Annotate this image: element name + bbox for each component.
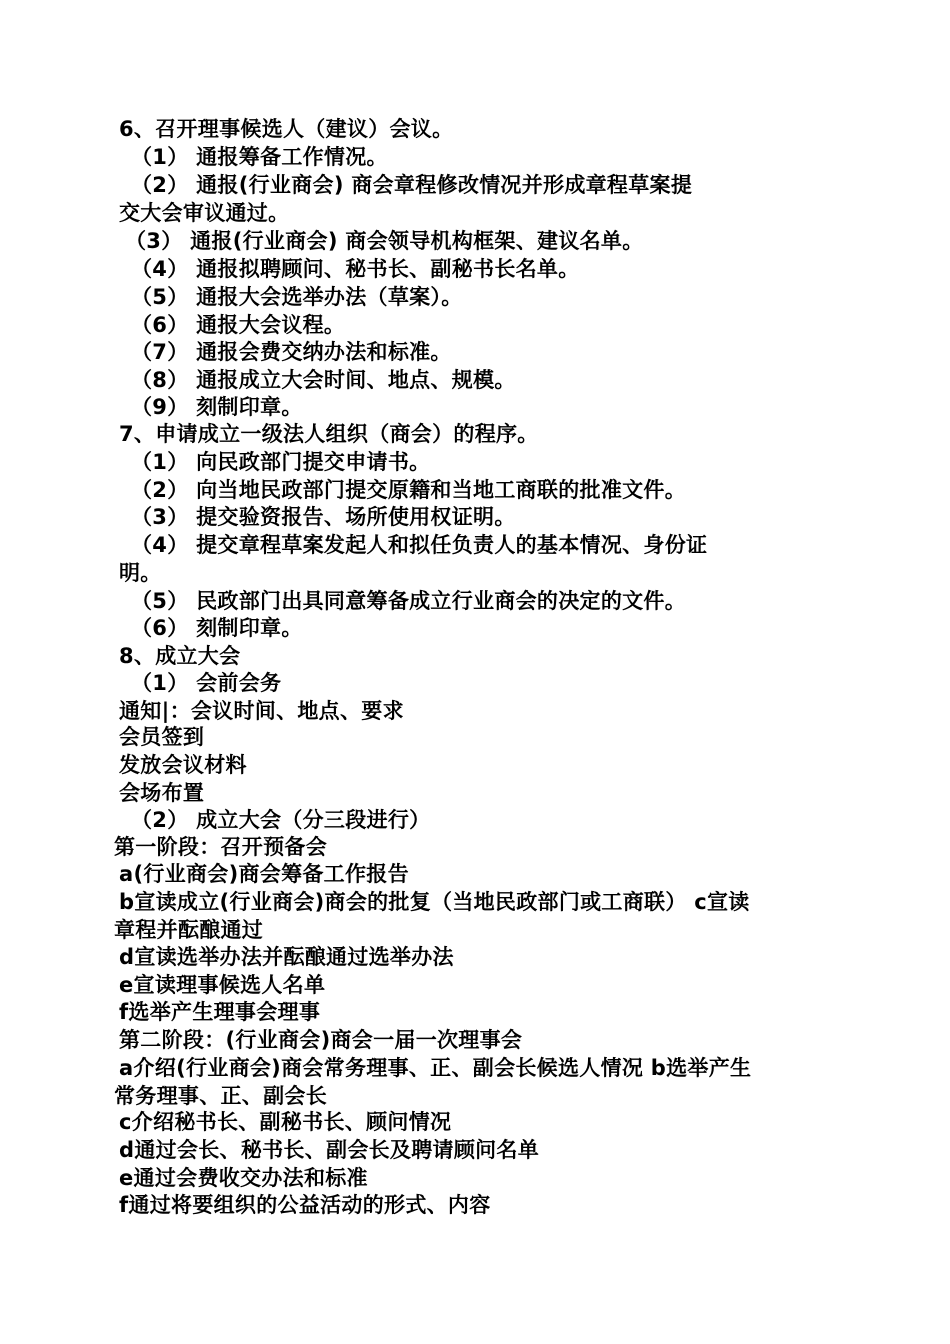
stage-2-item-e: e通过会费收交办法和标准 (119, 1166, 368, 1190)
section-6-item-3: （3） 通报(行业商会) 商会领导机构框架、建议名单。 (125, 229, 644, 253)
section-8-item-2: （2） 成立大会（分三段进行） (131, 808, 431, 832)
section-8-item-1: （1） 会前会务 (131, 671, 282, 695)
stage-1-item-f: f选举产生理事会理事 (119, 1000, 321, 1024)
stage-2-item-a: a介绍(行业商会)商会常务理事、正、副会长候选人情况 b选举产生 (119, 1056, 752, 1080)
stage-2-item-c: c介绍秘书长、副秘书长、顾问情况 (119, 1110, 452, 1134)
section-6-item-1: （1） 通报筹备工作情况。 (131, 145, 388, 169)
stage-1-item-c-cont: 章程并酝酿通过 (114, 918, 264, 942)
section-6-item-4: （4） 通报拟聘顾问、秘书长、副秘书长名单。 (131, 257, 580, 281)
section-6-heading: 6、召开理事候选人（建议）会议。 (119, 117, 454, 141)
stage-1-item-d: d宣读选举办法并酝酿通过选举办法 (119, 945, 454, 969)
section-7-item-5: （5） 民政部门出具同意筹备成立行业商会的决定的文件。 (131, 589, 687, 613)
pre-meeting-venue: 会场布置 (119, 781, 205, 805)
stage-1-item-a: a(行业商会)商会筹备工作报告 (119, 862, 409, 886)
stage-2-heading: 第二阶段：(行业商会)商会一届一次理事会 (119, 1028, 523, 1052)
stage-2-item-d: d通过会长、秘书长、副会长及聘请顾问名单 (119, 1138, 540, 1162)
stage-1-item-e: e宣读理事候选人名单 (119, 973, 326, 997)
section-7-item-3: （3） 提交验资报告、场所使用权证明。 (131, 505, 516, 529)
pre-meeting-materials: 发放会议材料 (119, 753, 247, 777)
pre-meeting-signin: 会员签到 (119, 725, 205, 749)
section-8-heading: 8、成立大会 (119, 644, 241, 668)
pre-meeting-notice: 通知|：会议时间、地点、要求 (119, 699, 404, 723)
section-6-item-9: （9） 刻制印章。 (131, 395, 303, 419)
section-6-item-5: （5） 通报大会选举办法（草案）。 (131, 285, 463, 309)
stage-2-item-f: f通过将要组织的公益活动的形式、内容 (119, 1193, 491, 1217)
section-6-item-8: （8） 通报成立大会时间、地点、规模。 (131, 368, 516, 392)
section-6-item-2-cont: 交大会审议通过。 (119, 201, 290, 225)
section-7-heading: 7、申请成立一级法人组织（商会）的程序。 (119, 422, 539, 446)
section-7-item-6: （6） 刻制印章。 (131, 616, 303, 640)
section-7-item-4-cont: 明。 (119, 561, 162, 585)
section-6-item-2: （2） 通报(行业商会) 商会章程修改情况并形成章程草案提 (131, 173, 693, 197)
section-7-item-4: （4） 提交章程草案发起人和拟任负责人的基本情况、身份证 (131, 533, 708, 557)
stage-1-heading: 第一阶段：召开预备会 (114, 835, 327, 859)
section-6-item-7: （7） 通报会费交纳办法和标准。 (131, 340, 452, 364)
stage-2-item-b-cont: 常务理事、正、副会长 (114, 1084, 327, 1108)
section-6-item-6: （6） 通报大会议程。 (131, 313, 346, 337)
section-7-item-2: （2） 向当地民政部门提交原籍和当地工商联的批准文件。 (131, 478, 687, 502)
stage-1-item-b: b宣读成立(行业商会)商会的批复（当地民政部门或工商联） c宣读 (119, 890, 750, 914)
section-7-item-1: （1） 向民政部门提交申请书。 (131, 450, 431, 474)
